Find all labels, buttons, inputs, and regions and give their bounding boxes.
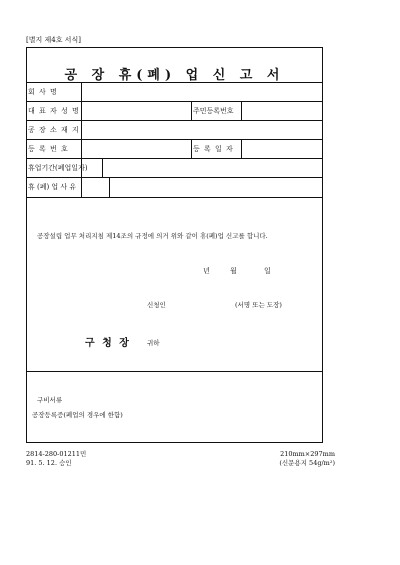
table-border	[27, 120, 322, 121]
resident-number-label: 주민등록번호	[193, 107, 234, 115]
date-year: 년	[203, 267, 210, 275]
required-documents-title: 구비서류	[37, 396, 63, 404]
table-border	[27, 197, 322, 198]
addressee-suffix: 귀하	[147, 339, 160, 347]
table-border	[27, 139, 322, 140]
representative-label: 대 표 자 성 명	[28, 107, 80, 115]
closure-reason-label: 휴 (폐) 업 사 유	[28, 183, 77, 191]
table-border	[27, 101, 322, 102]
date-day: 일	[264, 267, 271, 275]
paper-type: (신문용지 54g/m²)	[279, 459, 335, 467]
table-border	[241, 101, 242, 120]
form-footer-left	[26, 450, 86, 468]
table-border	[81, 82, 82, 197]
approval-date: 91. 5. 12. 승인	[26, 459, 72, 467]
report-form	[26, 47, 323, 443]
form-code: 2814-280-01211민	[26, 450, 87, 458]
addressee-office: 구 청 장	[85, 338, 131, 349]
required-document-item: 공장등록증(폐업의 경우에 한함)	[32, 411, 123, 419]
table-border	[191, 139, 192, 158]
table-border	[27, 177, 322, 178]
form-footer-right	[255, 450, 335, 468]
table-border	[27, 82, 322, 83]
registration-number-label: 등 록 번 호	[28, 145, 69, 153]
form-title: 공 장 휴(폐) 업 신 고 서	[64, 68, 285, 83]
table-border	[27, 371, 322, 372]
applicant-label: 신청인	[147, 301, 166, 309]
table-border	[241, 139, 242, 158]
table-border	[109, 177, 110, 197]
table-border	[102, 158, 103, 177]
declaration-statement: 공장설립 업무 처리지침 제14조의 규정에 의거 위와 같이 휴(폐)업 신고를 합니다.	[37, 232, 268, 240]
paper-size: 210mm×297mm	[280, 450, 335, 458]
form-number: [별지 제4호 서식]	[26, 36, 81, 44]
factory-address-label: 공 장 소 재 지	[28, 126, 80, 134]
signature-note: (서명 또는 도장)	[235, 301, 282, 309]
table-border	[191, 101, 192, 120]
table-border	[27, 158, 322, 159]
closure-period-label: 휴업기간(폐업일자)	[28, 164, 88, 172]
registration-date-label: 등 록 일 자	[193, 145, 234, 153]
company-label: 회 사 명	[28, 88, 58, 96]
date-month: 월	[230, 267, 237, 275]
